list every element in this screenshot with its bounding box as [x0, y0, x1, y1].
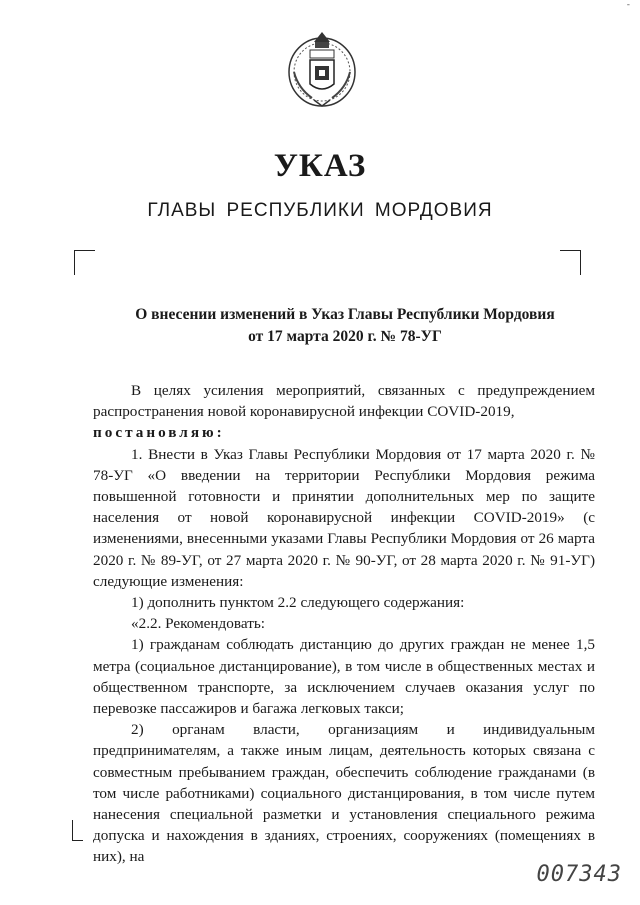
stamp-number: 007343	[536, 862, 622, 887]
heading-line-2: от 17 марта 2020 г. № 78-УГ	[248, 328, 442, 345]
corner-mark: -	[626, 0, 630, 10]
margin-bracket	[72, 820, 83, 841]
paragraph-5: 2) органам власти, организациям и индивидуальным предпринимателям, а также иным лицам, деятельность которых связана с совместным пребыванием граждан, обеспечить соблюдение гражданами (в том числе работниками) социального дистанцирования, в том числе путем нанесения специальной разметки и установления специального режима допуска и нахождения в зданиях, строениях, сооружениях (помещениях в них), на	[93, 721, 595, 866]
paragraph-3: «2.2. Рекомендовать:	[131, 615, 265, 633]
paragraph-2: 1) дополнить пунктом 2.2 следующего содержания:	[131, 594, 465, 612]
document-title: УКАЗ	[273, 148, 367, 184]
intro-paragraph: В целях усиления мероприятий, связанных с предупреждением распространения новой коронавирусной инфекции COVID-2019,	[93, 382, 595, 421]
corner-bracket-left	[74, 250, 95, 275]
paragraph-4: 1) гражданам соблюдать дистанцию до других граждан не менее 1,5 метра (социальное дистанцирование), в том числе в общественных местах и общественном транспорте, за исключением случаев оказания услуг по перевозке пассажиров и багажа легковых такси;	[93, 636, 595, 718]
corner-bracket-right	[560, 250, 581, 275]
document-body	[93, 380, 595, 868]
heading-line-1: О внесении изменений в Указ Главы Республики Мордовия	[135, 306, 555, 323]
document-heading	[100, 304, 590, 348]
coat-of-arms-emblem	[284, 28, 360, 110]
paragraph-1: 1. Внести в Указ Главы Республики Мордовия от 17 марта 2020 г. № 78-УГ «О введении на территории Республики Мордовия режима повышенной готовности и принятии дополнительных мер по защите населения от новой коронавирусной инфекции COVID-2019» (с изменениями, внесенными указами Главы Республики Мордовия от 26 марта 2020 г. № 89-УГ, от 27 марта 2020 г. № 90-УГ, от 28 марта 2020 г. № 91-УГ) следующие изменения:	[93, 445, 595, 590]
document-subtitle: ГЛАВЫ РЕСПУБЛИКИ МОРДОВИЯ	[147, 200, 493, 221]
decree-word: постановляю:	[93, 424, 225, 442]
